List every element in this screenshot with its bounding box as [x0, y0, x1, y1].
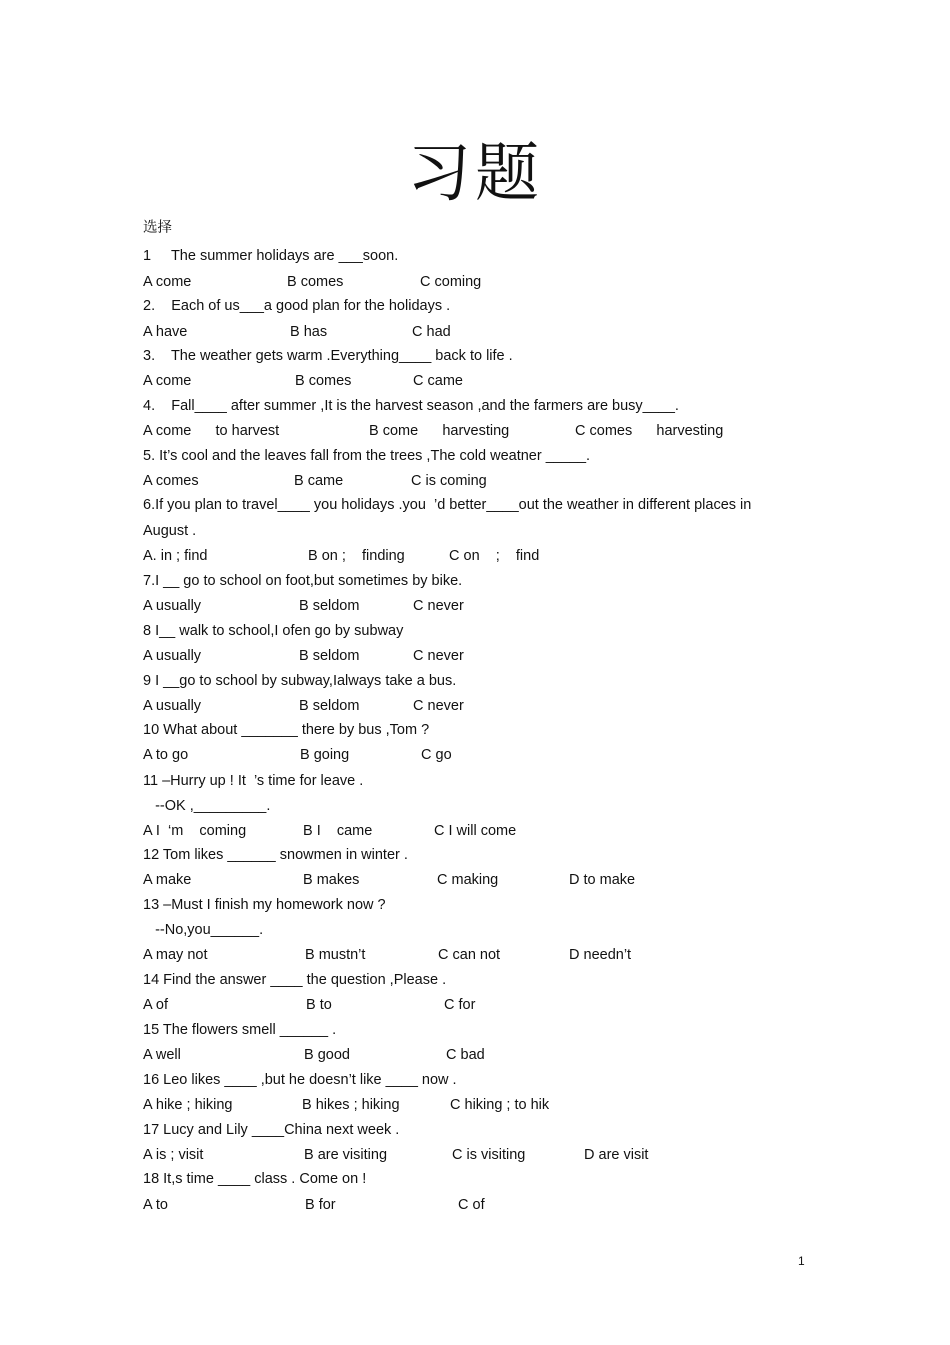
options-row — [0, 1046, 950, 1064]
section-heading: 选择 — [143, 220, 172, 236]
answer-option: C bad — [446, 1047, 485, 1063]
answer-option: D to make — [569, 872, 636, 888]
options-row — [0, 822, 950, 840]
answer-option: A come — [143, 274, 192, 290]
options-row — [0, 597, 950, 615]
question-text: 16 Leo likes ____ ,but he doesn’t like ____ now . — [143, 1072, 457, 1088]
question-text: 2. Each of us___a good plan for the holidays . — [143, 298, 451, 314]
answer-option: C go — [421, 747, 452, 763]
answer-option: C is coming — [411, 473, 487, 489]
question-text: 12 Tom likes ______ snowmen in winter . — [143, 847, 408, 863]
answer-option: B good — [304, 1047, 350, 1063]
answer-option: C coming — [420, 274, 482, 290]
answer-option: A to — [143, 1197, 168, 1213]
answer-option: A. in ; find — [143, 548, 208, 564]
options-row — [0, 1146, 950, 1164]
answer-option: D are visit — [584, 1147, 649, 1163]
question-text: 3. The weather gets warm .Everything____ back to life . — [143, 348, 513, 364]
answer-option: A to go — [143, 747, 189, 763]
answer-option: B has — [290, 324, 328, 340]
page-title: 习题 — [407, 137, 543, 211]
answer-option: B for — [305, 1197, 336, 1213]
answer-option: B come harvesting — [369, 423, 510, 439]
options-row — [0, 323, 950, 341]
answer-option: A come — [143, 373, 192, 389]
answer-option: C on ; find — [449, 548, 540, 564]
answer-option: C comes harvesting — [575, 423, 724, 439]
answer-option: B seldom — [299, 698, 360, 714]
question-continuation: --OK ,_________. — [143, 798, 271, 814]
answer-option: A of — [143, 997, 168, 1013]
question-text: 7.I __ go to school on foot,but sometimes by bike. — [143, 573, 463, 589]
options-row — [0, 746, 950, 764]
answer-option: B comes — [287, 274, 344, 290]
answer-option: C I will come — [434, 823, 517, 839]
answer-option: A usually — [143, 698, 202, 714]
options-row — [0, 472, 950, 490]
question-text: 4. Fall____ after summer ,It is the harvest season ,and the farmers are busy____. — [143, 398, 679, 414]
options-row — [0, 1096, 950, 1114]
answer-option: C of — [458, 1197, 485, 1213]
answer-option: C had — [412, 324, 451, 340]
answer-option: B I came — [303, 823, 373, 839]
answer-option: B seldom — [299, 648, 360, 664]
question-text: 10 What about _______ there by bus ,Tom ? — [143, 722, 430, 738]
answer-option: C for — [444, 997, 476, 1013]
options-row — [0, 647, 950, 665]
answer-option: A may not — [143, 947, 208, 963]
answer-option: B going — [300, 747, 350, 763]
question-text: 1 The summer holidays are ___soon. — [143, 248, 399, 264]
question-text: 6.If you plan to travel____ you holidays .you ’d better____out the weather in different places in — [143, 497, 752, 513]
question-text: 18 It,s time ____ class . Come on ! — [143, 1171, 367, 1187]
answer-option: C making — [437, 872, 499, 888]
answer-option: A make — [143, 872, 192, 888]
question-continuation: --No,you______. — [143, 922, 264, 938]
answer-option: B hikes ; hiking — [302, 1097, 400, 1113]
answer-option: B comes — [295, 373, 352, 389]
answer-option: C never — [413, 598, 464, 614]
answer-option: A I ‘m coming — [143, 823, 247, 839]
answer-option: C never — [413, 648, 464, 664]
question-text: 17 Lucy and Lily ____China next week . — [143, 1122, 400, 1138]
answer-option: B came — [294, 473, 344, 489]
options-row — [0, 547, 950, 565]
answer-option: C is visiting — [452, 1147, 526, 1163]
question-text: 13 –Must I finish my homework now ? — [143, 897, 386, 913]
answer-option: C came — [413, 373, 463, 389]
options-row — [0, 372, 950, 390]
options-row — [0, 422, 950, 440]
answer-option: B mustn’t — [305, 947, 366, 963]
answer-option: A is ; visit — [143, 1147, 204, 1163]
answer-option: D needn’t — [569, 947, 632, 963]
question-text: 8 I__ walk to school,I ofen go by subway — [143, 623, 404, 639]
answer-option: A well — [143, 1047, 181, 1063]
answer-option: B are visiting — [304, 1147, 388, 1163]
answer-option: B to — [306, 997, 332, 1013]
question-text: 9 I __go to school by subway,Ialways take a bus. — [143, 673, 457, 689]
question-continuation: August . — [143, 523, 197, 539]
question-text: 14 Find the answer ____ the question ,Please . — [143, 972, 447, 988]
question-text: 11 –Hurry up ! It ’s time for leave . — [143, 773, 364, 789]
options-row — [0, 1196, 950, 1214]
answer-option: A have — [143, 324, 188, 340]
answer-option: A comes — [143, 473, 199, 489]
question-text: 5. It’s cool and the leaves fall from the trees ,The cold weatner _____. — [143, 448, 591, 464]
options-row — [0, 946, 950, 964]
question-text: 15 The flowers smell ______ . — [143, 1022, 337, 1038]
options-row — [0, 273, 950, 291]
options-row — [0, 871, 950, 889]
answer-option: C hiking ; to hik — [450, 1097, 550, 1113]
answer-option: A hike ; hiking — [143, 1097, 233, 1113]
answer-option: B on ; finding — [308, 548, 405, 564]
answer-option: A usually — [143, 598, 202, 614]
answer-option: B seldom — [299, 598, 360, 614]
options-row — [0, 697, 950, 715]
answer-option: A usually — [143, 648, 202, 664]
options-row — [0, 996, 950, 1014]
answer-option: C can not — [438, 947, 501, 963]
answer-option: C never — [413, 698, 464, 714]
answer-option: A come to harvest — [143, 423, 280, 439]
answer-option: B makes — [303, 872, 360, 888]
page-number: 1 — [798, 1254, 805, 1268]
